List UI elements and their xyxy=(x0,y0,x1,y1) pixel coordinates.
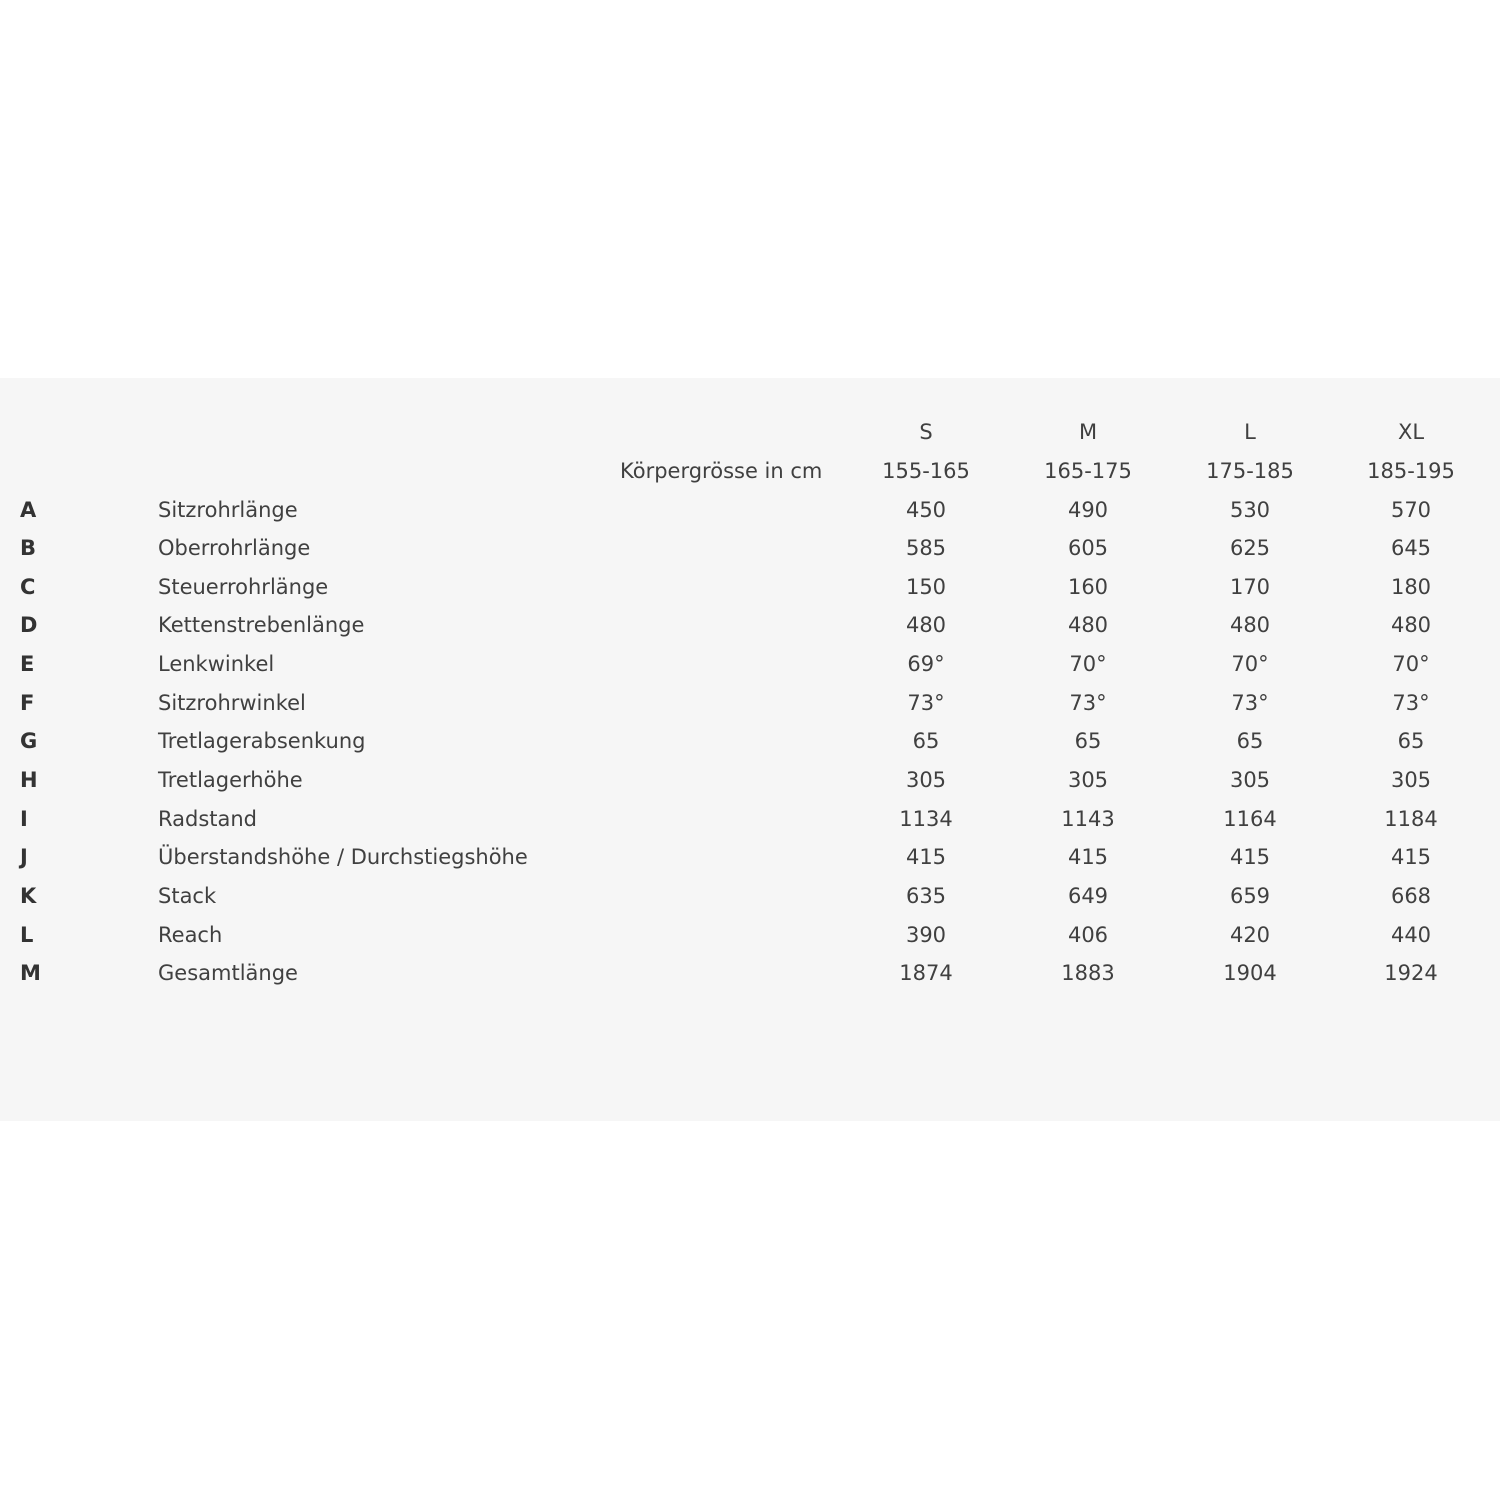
row-value-m: 649 xyxy=(1067,884,1109,908)
row-value-l: 1164 xyxy=(1223,806,1277,831)
row-value-xl: 305 xyxy=(1390,768,1432,793)
size-range-m: 165-175 xyxy=(1044,459,1132,483)
size-range-l: 175-185 xyxy=(1206,459,1294,483)
size-header-row xyxy=(0,413,1500,452)
row-value-l: 625 xyxy=(1229,536,1271,561)
size-name-s: S xyxy=(919,420,933,444)
row-value-xl: 415 xyxy=(1390,845,1432,870)
row-letter: K xyxy=(20,884,37,908)
row-value-s: 305 xyxy=(905,768,947,793)
row-value-xl: 1184 xyxy=(1384,806,1438,831)
row-value-l: 530 xyxy=(1229,497,1271,522)
row-letter: B xyxy=(20,536,37,561)
row-label: Oberrohrlänge xyxy=(158,536,311,561)
row-label: Steuerrohrlänge xyxy=(158,574,329,599)
size-range-s: 155-165 xyxy=(882,459,970,483)
row-value-s: 1874 xyxy=(899,961,953,986)
row-value-m: 415 xyxy=(1067,845,1109,870)
row-value-l: 305 xyxy=(1229,768,1271,793)
row-label: Tretlagerabsenkung xyxy=(158,729,366,754)
row-value-l: 70° xyxy=(1231,652,1269,677)
row-label: Stack xyxy=(158,884,217,908)
row-letter: M xyxy=(20,961,41,986)
size-name-xl: XL xyxy=(1397,420,1425,444)
row-value-l: 65 xyxy=(1236,729,1264,754)
size-name-m: M xyxy=(1078,420,1098,444)
table-row xyxy=(0,645,1500,684)
row-value-l: 420 xyxy=(1229,922,1271,947)
height-range-row xyxy=(0,452,1500,491)
row-value-xl: 570 xyxy=(1390,497,1432,522)
row-label: Gesamtlänge xyxy=(158,961,298,986)
table-row xyxy=(0,491,1500,530)
row-letter: J xyxy=(20,845,28,870)
row-label: Kettenstrebenlänge xyxy=(158,613,365,638)
row-value-m: 1143 xyxy=(1061,806,1115,831)
row-value-l: 73° xyxy=(1231,690,1269,715)
row-label: Sitzrohrlänge xyxy=(158,497,298,522)
row-value-xl: 440 xyxy=(1390,922,1432,947)
row-value-m: 1883 xyxy=(1061,961,1115,986)
row-letter: A xyxy=(20,497,37,522)
row-letter: D xyxy=(20,613,38,638)
row-label: Tretlagerhöhe xyxy=(158,768,303,793)
row-value-xl: 668 xyxy=(1390,884,1432,908)
row-value-s: 1134 xyxy=(899,806,953,831)
row-value-m: 160 xyxy=(1067,574,1109,599)
row-value-m: 406 xyxy=(1067,922,1109,947)
table-row xyxy=(0,529,1500,568)
row-value-xl: 645 xyxy=(1390,536,1432,561)
row-letter: C xyxy=(20,574,36,599)
row-label: Reach xyxy=(158,922,223,947)
row-letter: L xyxy=(20,922,34,947)
row-value-s: 415 xyxy=(905,845,947,870)
size-range-xl: 185-195 xyxy=(1367,459,1455,483)
row-value-s: 635 xyxy=(905,884,947,908)
row-value-xl: 180 xyxy=(1390,574,1432,599)
table-row xyxy=(0,568,1500,607)
row-value-s: 480 xyxy=(905,613,947,638)
row-value-m: 70° xyxy=(1069,652,1107,677)
row-label: Sitzrohrwinkel xyxy=(158,690,306,715)
table-row xyxy=(0,838,1500,877)
row-label: Radstand xyxy=(158,806,258,831)
row-letter: H xyxy=(20,768,38,793)
row-value-l: 659 xyxy=(1229,884,1271,908)
row-value-l: 170 xyxy=(1229,574,1271,599)
row-value-s: 390 xyxy=(905,922,947,947)
row-value-xl: 480 xyxy=(1390,613,1432,638)
row-value-s: 69° xyxy=(907,652,945,677)
table-row xyxy=(0,954,1500,993)
height-label: Körpergrösse in cm xyxy=(620,459,823,483)
row-value-s: 73° xyxy=(907,690,945,715)
row-value-xl: 65 xyxy=(1397,729,1425,754)
row-value-m: 65 xyxy=(1074,729,1102,754)
row-label: Lenkwinkel xyxy=(158,652,275,677)
table-row xyxy=(0,800,1500,839)
row-value-s: 450 xyxy=(905,497,947,522)
row-value-xl: 73° xyxy=(1392,690,1430,715)
table-row xyxy=(0,761,1500,800)
row-value-l: 480 xyxy=(1229,613,1271,638)
table-row xyxy=(0,877,1500,916)
row-letter: G xyxy=(20,729,38,754)
row-letter: I xyxy=(20,806,28,831)
size-name-l: L xyxy=(1244,420,1256,444)
row-value-s: 150 xyxy=(905,574,947,599)
row-value-l: 1904 xyxy=(1223,961,1277,986)
table-row xyxy=(0,684,1500,723)
row-letter: E xyxy=(20,652,35,677)
table-row xyxy=(0,606,1500,645)
row-value-m: 480 xyxy=(1067,613,1109,638)
row-value-l: 415 xyxy=(1229,845,1271,870)
row-value-m: 490 xyxy=(1067,497,1109,522)
row-value-m: 305 xyxy=(1067,768,1109,793)
row-value-s: 65 xyxy=(912,729,940,754)
table-row xyxy=(0,722,1500,761)
row-value-xl: 1924 xyxy=(1384,961,1438,986)
row-label: Überstandshöhe / Durchstiegshöhe xyxy=(158,845,528,870)
row-value-m: 605 xyxy=(1067,536,1109,561)
row-value-m: 73° xyxy=(1069,690,1107,715)
row-value-xl: 70° xyxy=(1392,652,1430,677)
row-letter: F xyxy=(20,690,35,715)
row-value-s: 585 xyxy=(905,536,947,561)
table-row xyxy=(0,916,1500,955)
